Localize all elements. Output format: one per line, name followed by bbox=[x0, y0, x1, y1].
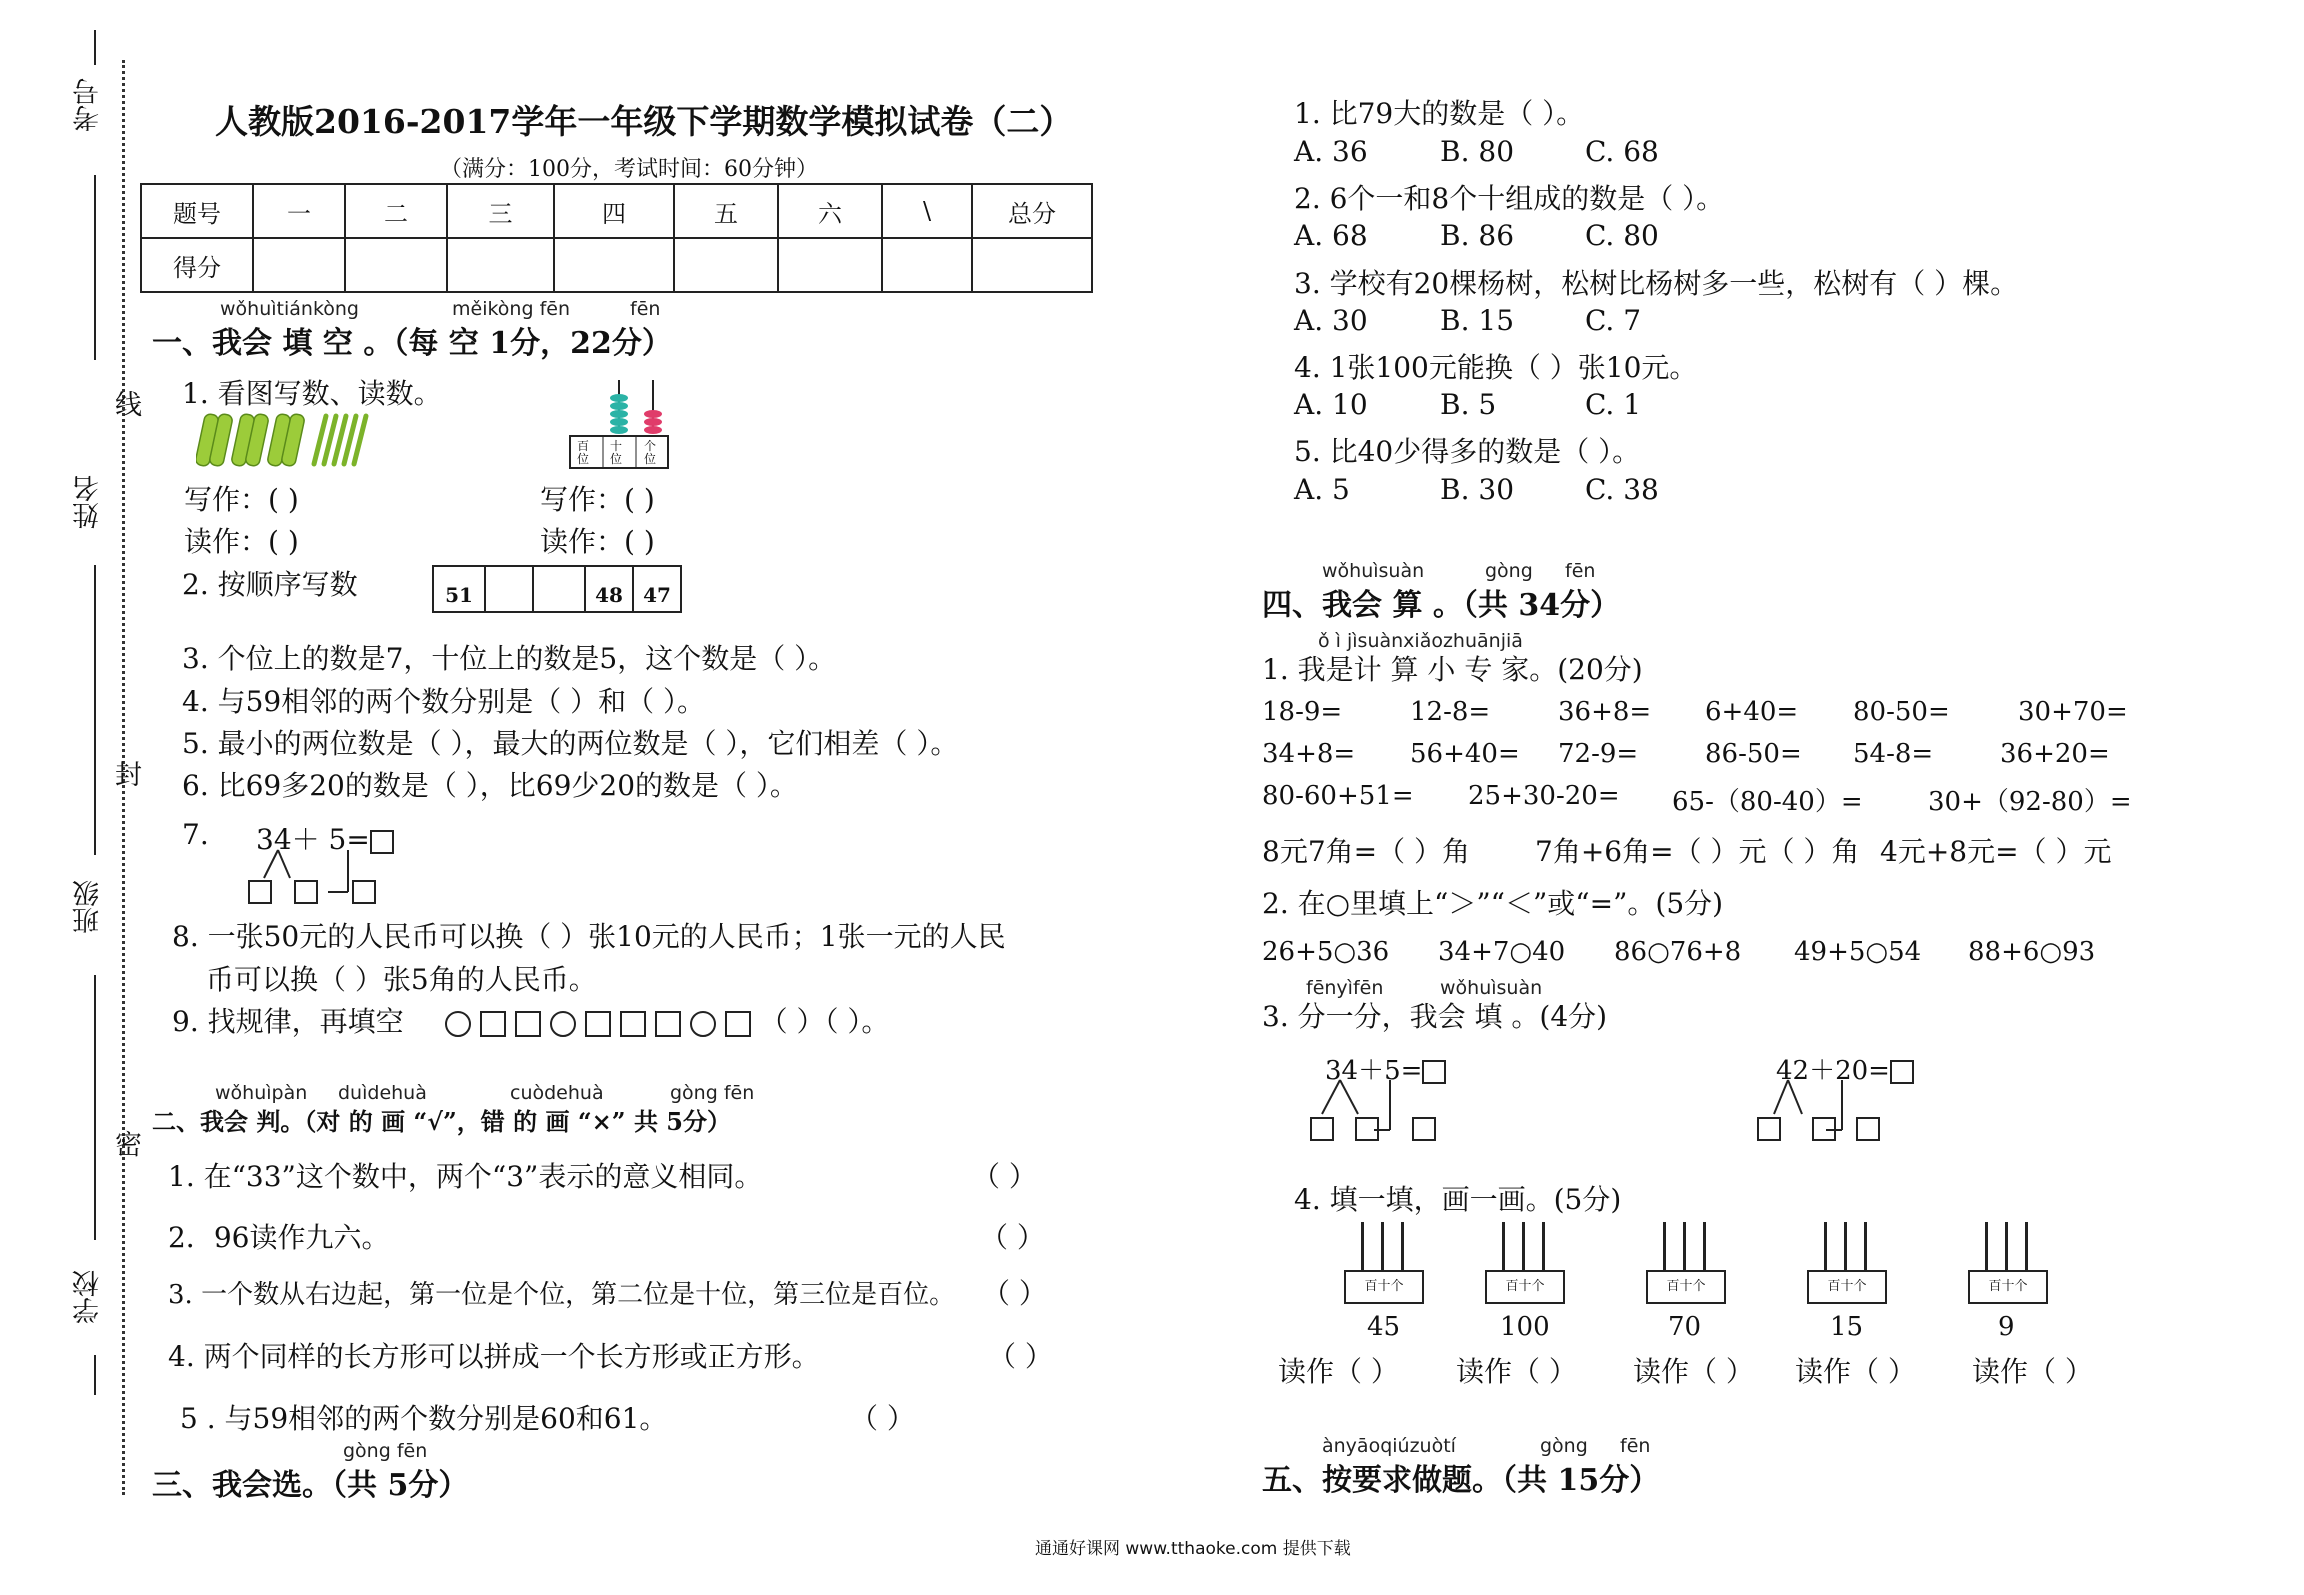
label-feng: 封 bbox=[110, 760, 141, 787]
score-cell: 一 bbox=[253, 184, 345, 238]
label-banji: 班级 bbox=[73, 880, 104, 934]
seq-box[interactable] bbox=[486, 567, 534, 611]
seq-box: 48 bbox=[586, 567, 634, 611]
pattern-square bbox=[515, 1011, 541, 1037]
s1-q6: 6. 比69多20的数是（ ），比69少20的数是（ ）。 bbox=[182, 769, 798, 802]
pattern-square bbox=[725, 1011, 751, 1037]
s3-q2-opt-c[interactable]: C. 80 bbox=[1585, 219, 1659, 252]
abacus-number: 9 bbox=[1998, 1312, 2015, 1342]
calc-item[interactable]: 54-8= bbox=[1853, 739, 1934, 769]
s3-q1-opt-a[interactable]: A. 36 bbox=[1294, 135, 1368, 168]
pattern-circle bbox=[550, 1011, 576, 1037]
q7-expression: 34＋ 5= bbox=[256, 823, 370, 856]
section1-title: 一、我会 填 空 。（每 空 1分，22分） bbox=[152, 326, 672, 361]
section1-pinyin-1: wǒhuìtiánkòng bbox=[220, 298, 359, 320]
binding-solid-line-3 bbox=[94, 565, 96, 855]
calc-item[interactable]: 80-60+51= bbox=[1262, 781, 1414, 811]
s3-q1: 1. 比79大的数是（ ）。 bbox=[1294, 97, 1585, 130]
calc-item[interactable]: 30+（92-80）= bbox=[1928, 787, 2132, 817]
pattern-circle bbox=[690, 1011, 716, 1037]
section1-pinyin-2: měikòng fēn bbox=[452, 298, 570, 320]
s2-item-4-paren[interactable]: （ ） bbox=[988, 1340, 1053, 1373]
compare-item[interactable]: 88+6○93 bbox=[1968, 937, 2096, 967]
s1-read-b[interactable]: 读作：( ) bbox=[540, 525, 655, 558]
label-xuexiao: 学校 bbox=[73, 1270, 104, 1324]
score-input-cell[interactable] bbox=[882, 238, 972, 292]
sequence-boxes bbox=[432, 565, 682, 613]
score-table-score-row bbox=[141, 238, 1092, 292]
s2-item-3: 3. 一个数从右边起，第一位是个位，第二位是十位，第三位是百位。 bbox=[168, 1280, 956, 1310]
answer-box[interactable] bbox=[1856, 1117, 1880, 1141]
answer-box[interactable] bbox=[1412, 1117, 1436, 1141]
calc-item[interactable]: 34+8= bbox=[1262, 739, 1356, 769]
s4-q3: 3. 分一分，我会 填 。(4分) bbox=[1262, 1000, 1608, 1033]
counting-abacus[interactable] bbox=[1344, 1222, 1422, 1307]
score-row-label: 得分 bbox=[141, 238, 253, 292]
money-item[interactable]: 8元7角=（ ）角 bbox=[1262, 835, 1470, 868]
section2-pinyin-2: duìdehuà bbox=[338, 1082, 427, 1104]
s3-q4-opt-c[interactable]: C. 1 bbox=[1585, 388, 1642, 421]
section4-pinyin-2: gòng bbox=[1485, 560, 1533, 582]
s1-write-b[interactable]: 写作：( ) bbox=[540, 483, 655, 516]
score-cell: 六 bbox=[778, 184, 882, 238]
s4-q4: 4. 填一填，画一画。(5分) bbox=[1294, 1183, 1622, 1216]
label-xingming: 姓名 bbox=[73, 475, 104, 529]
label-xian: 线 bbox=[110, 390, 141, 417]
section4-pinyin-1: wǒhuìsuàn bbox=[1322, 560, 1425, 582]
score-input-cell[interactable] bbox=[447, 238, 554, 292]
s1-q1: 1. 看图写数、读数。 bbox=[182, 377, 442, 410]
seq-box: 47 bbox=[643, 583, 671, 607]
answer-box[interactable] bbox=[1310, 1117, 1334, 1141]
binding-solid-line-2 bbox=[94, 175, 96, 360]
calc-item[interactable]: 30+70= bbox=[2018, 697, 2128, 727]
page-subtitle: （满分：100分，考试时间：60分钟） bbox=[440, 157, 818, 182]
read-field[interactable]: 读作（ ） bbox=[1456, 1355, 1577, 1388]
q9-answer-blanks[interactable]: （ ）（ ）。 bbox=[759, 1005, 890, 1038]
score-table-header-row bbox=[141, 184, 1092, 238]
s3-q4-opt-b[interactable]: B. 5 bbox=[1440, 388, 1497, 421]
section3-title: 三、我会选。（共 5分） bbox=[152, 1468, 469, 1503]
score-input-cell[interactable] bbox=[674, 238, 778, 292]
s3-q4: 4. 1张100元能换（ ）张10元。 bbox=[1294, 351, 1698, 384]
abacus-label-bai: 百位 bbox=[577, 439, 590, 466]
section1-pinyin-3: fēn bbox=[630, 298, 661, 320]
section5-title: 五、按要求做题。（共 15分） bbox=[1262, 1463, 1660, 1498]
s1-q9 bbox=[172, 1000, 889, 1040]
read-field[interactable]: 读作（ ） bbox=[1633, 1355, 1754, 1388]
s1-q5: 5. 最小的两位数是（ ），最大的两位数是（ ），它们相差（ ）。 bbox=[182, 727, 959, 760]
pattern-square bbox=[480, 1011, 506, 1037]
calc-item[interactable]: 80-50= bbox=[1853, 697, 1950, 727]
s4-q1-pinyin: ǒ ì jìsuànxiǎozhuānjiā bbox=[1318, 630, 1523, 652]
abacus-label-shi: 十位 bbox=[610, 439, 623, 466]
money-item[interactable]: 7角+6角=（ ）元（ ）角 bbox=[1535, 835, 1860, 868]
counting-abacus[interactable] bbox=[1807, 1222, 1885, 1307]
abacus-base-label: 百十个 bbox=[1344, 1270, 1424, 1304]
read-field[interactable]: 读作（ ） bbox=[1972, 1355, 2093, 1388]
s1-q7-num: 7. bbox=[182, 818, 209, 851]
s1-q4: 4. 与59相邻的两个数分别是（ ）和（ ）。 bbox=[182, 685, 706, 718]
compare-item[interactable]: 86○76+8 bbox=[1614, 937, 1742, 967]
s3-q2: 2. 6个一和8个十组成的数是（ ）。 bbox=[1294, 182, 1725, 215]
s3-q1-opt-b[interactable]: B. 80 bbox=[1440, 135, 1515, 168]
compare-item[interactable]: 26+5○36 bbox=[1262, 937, 1390, 967]
section5-pinyin-1: ànyāoqiúzuòtí bbox=[1322, 1435, 1456, 1457]
answer-box[interactable] bbox=[1890, 1060, 1914, 1084]
seq-box: 51 bbox=[434, 567, 486, 611]
score-input-cell[interactable] bbox=[972, 238, 1092, 292]
read-field[interactable]: 读作（ ） bbox=[1278, 1355, 1399, 1388]
s2-item-5: 5 . 与59相邻的两个数分别是60和61。 bbox=[180, 1402, 668, 1435]
answer-box[interactable] bbox=[1757, 1117, 1781, 1141]
s2-item-5-paren[interactable]: （ ） bbox=[850, 1402, 915, 1435]
section5-pinyin-3: fēn bbox=[1620, 1435, 1651, 1457]
abacus-label-ge: 个位 bbox=[644, 439, 657, 466]
answer-box[interactable] bbox=[1355, 1117, 1379, 1141]
answer-box[interactable] bbox=[248, 880, 272, 904]
calc-item[interactable]: 86-50= bbox=[1705, 739, 1802, 769]
abacus-base-label: 百十个 bbox=[1968, 1270, 2048, 1304]
label-kaohao: 考号 bbox=[73, 78, 104, 132]
score-cell: 题号 bbox=[141, 184, 253, 238]
pattern-square bbox=[620, 1011, 646, 1037]
q9-label: 9. 找规律，再填空 bbox=[172, 1005, 404, 1038]
abacus-base-label: 百十个 bbox=[1485, 1270, 1565, 1304]
section4-title: 四、我会 算 。（共 34分） bbox=[1262, 588, 1621, 623]
compare-item[interactable]: 34+7○40 bbox=[1438, 937, 1566, 967]
s2-item-1: 1. 在“33”这个数中，两个“3”表示的意义相同。 bbox=[168, 1160, 763, 1193]
counting-abacus[interactable] bbox=[1646, 1222, 1724, 1307]
abacus-number: 15 bbox=[1830, 1312, 1864, 1342]
section2-pinyin-1: wǒhuìpàn bbox=[215, 1082, 308, 1104]
score-cell: 四 bbox=[554, 184, 674, 238]
s3-q2-opt-b[interactable]: B. 86 bbox=[1440, 219, 1515, 252]
answer-box[interactable] bbox=[352, 880, 376, 904]
label-mi: 密 bbox=[110, 1130, 141, 1157]
abacus-number: 45 bbox=[1367, 1312, 1401, 1342]
score-input-cell[interactable] bbox=[554, 238, 674, 292]
s4-q1: 1. 我是计 算 小 专 家。(20分) bbox=[1262, 653, 1643, 686]
score-cell: 二 bbox=[345, 184, 447, 238]
s4-q3-pinyin-2: wǒhuìsuàn bbox=[1440, 977, 1543, 999]
binding-solid-line-5 bbox=[94, 1355, 96, 1395]
score-input-cell[interactable] bbox=[778, 238, 882, 292]
score-input-cell[interactable] bbox=[253, 238, 345, 292]
score-cell: 三 bbox=[447, 184, 554, 238]
s3-q3: 3. 学校有20棵杨树，松树比杨树多一些，松树有（ ）棵。 bbox=[1294, 267, 2019, 300]
s3-q5-opt-c[interactable]: C. 38 bbox=[1585, 473, 1659, 506]
calc-item[interactable]: 65-（80-40）= bbox=[1672, 787, 1863, 817]
s3-q5-opt-a[interactable]: A. 5 bbox=[1294, 473, 1350, 506]
s3-q1-opt-c[interactable]: C. 68 bbox=[1585, 135, 1659, 168]
abacus-number: 70 bbox=[1668, 1312, 1702, 1342]
abacus-base-label: 百十个 bbox=[1646, 1270, 1726, 1304]
seq-box[interactable] bbox=[534, 567, 586, 611]
s1-q8-line2: 币可以换（ ）张5角的人民币。 bbox=[206, 963, 597, 996]
section2-pinyin-4: gòng fēn bbox=[670, 1082, 755, 1104]
answer-box[interactable] bbox=[1812, 1117, 1836, 1141]
section4-pinyin-3: fēn bbox=[1565, 560, 1596, 582]
section2-pinyin-3: cuòdehuà bbox=[510, 1082, 604, 1104]
corn-sticks-image bbox=[196, 408, 376, 470]
s3-q3-opt-a[interactable]: A. 30 bbox=[1294, 304, 1368, 337]
calc-item[interactable]: 25+30-20= bbox=[1468, 781, 1620, 811]
abacus-number: 100 bbox=[1500, 1312, 1550, 1342]
s4-q3-pinyin-1: fēnyìfēn bbox=[1306, 977, 1384, 999]
pattern-square bbox=[655, 1011, 681, 1037]
split-expr-text: 42＋20= bbox=[1776, 1056, 1890, 1086]
money-item[interactable]: 4元+8元=（ ）元 bbox=[1880, 835, 2112, 868]
counting-abacus[interactable] bbox=[1968, 1222, 2046, 1307]
s3-q3-opt-c[interactable]: C. 7 bbox=[1585, 304, 1642, 337]
score-cell: \ bbox=[882, 184, 972, 238]
page-title: 人教版2016-2017学年一年级下学期数学模拟试卷（二） bbox=[215, 102, 1073, 141]
abacus-base-label: 百十个 bbox=[1807, 1270, 1887, 1304]
calc-item[interactable]: 72-9= bbox=[1558, 739, 1639, 769]
calc-item[interactable]: 18-9= bbox=[1262, 697, 1343, 727]
score-table bbox=[140, 183, 1093, 293]
calc-item[interactable]: 56+40= bbox=[1410, 739, 1520, 769]
score-input-cell[interactable] bbox=[345, 238, 447, 292]
s2-item-1-paren[interactable]: （ ） bbox=[972, 1160, 1037, 1193]
calc-item[interactable]: 36+8= bbox=[1558, 697, 1652, 727]
score-cell: 五 bbox=[674, 184, 778, 238]
s2-item-3-paren[interactable]: （ ） bbox=[982, 1277, 1047, 1310]
s1-write-a[interactable]: 写作：( ) bbox=[184, 483, 299, 516]
s3-q2-opt-a[interactable]: A. 68 bbox=[1294, 219, 1368, 252]
section2-title: 二、我会 判。（对 的 画 “√”，错 的 画 “×” 共 5分） bbox=[152, 1107, 731, 1136]
calc-item[interactable]: 12-8= bbox=[1410, 697, 1491, 727]
s3-q3-opt-b[interactable]: B. 15 bbox=[1440, 304, 1515, 337]
binding-solid-line-1 bbox=[94, 30, 96, 65]
s2-item-4: 4. 两个同样的长方形可以拼成一个长方形或正方形。 bbox=[168, 1340, 820, 1373]
s4-q2: 2. 在○里填上“＞”“＜”或“=”。(5分) bbox=[1262, 887, 1724, 920]
score-cell: 总分 bbox=[972, 184, 1092, 238]
counting-abacus[interactable] bbox=[1485, 1222, 1563, 1307]
section5-pinyin-2: gòng bbox=[1540, 1435, 1588, 1457]
s1-q3: 3. 个位上的数是7，十位上的数是5，这个数是（ ）。 bbox=[182, 642, 837, 675]
pattern-circle bbox=[445, 1011, 471, 1037]
split-expr-text: 34＋5= bbox=[1325, 1056, 1423, 1086]
s1-q8-line1: 8. 一张50元的人民币可以换（ ）张10元的人民币；1张一元的人民 bbox=[172, 920, 1006, 953]
calc-item[interactable]: 36+20= bbox=[2000, 739, 2110, 769]
footer-source: 通通好课网 www.tthaoke.com 提供下载 bbox=[1035, 1539, 1351, 1559]
compare-item[interactable]: 49+5○54 bbox=[1794, 937, 1922, 967]
binding-solid-line-4 bbox=[94, 975, 96, 1240]
s1-q2: 2. 按顺序写数 bbox=[182, 568, 358, 601]
s3-q5: 5. 比40少得多的数是（ ）。 bbox=[1294, 435, 1641, 468]
read-field[interactable]: 读作（ ） bbox=[1795, 1355, 1916, 1388]
calc-item[interactable]: 6+40= bbox=[1705, 697, 1799, 727]
s3-q5-opt-b[interactable]: B. 30 bbox=[1440, 473, 1515, 506]
s2-item-2-paren[interactable]: （ ） bbox=[980, 1221, 1045, 1254]
answer-box[interactable] bbox=[294, 880, 318, 904]
s3-q4-opt-a[interactable]: A. 10 bbox=[1294, 388, 1368, 421]
section3-pinyin: gòng fēn bbox=[343, 1440, 428, 1462]
pattern-square bbox=[585, 1011, 611, 1037]
s1-read-a[interactable]: 读作：( ) bbox=[184, 525, 299, 558]
s2-item-2: 2．96读作九六。 bbox=[168, 1221, 390, 1254]
